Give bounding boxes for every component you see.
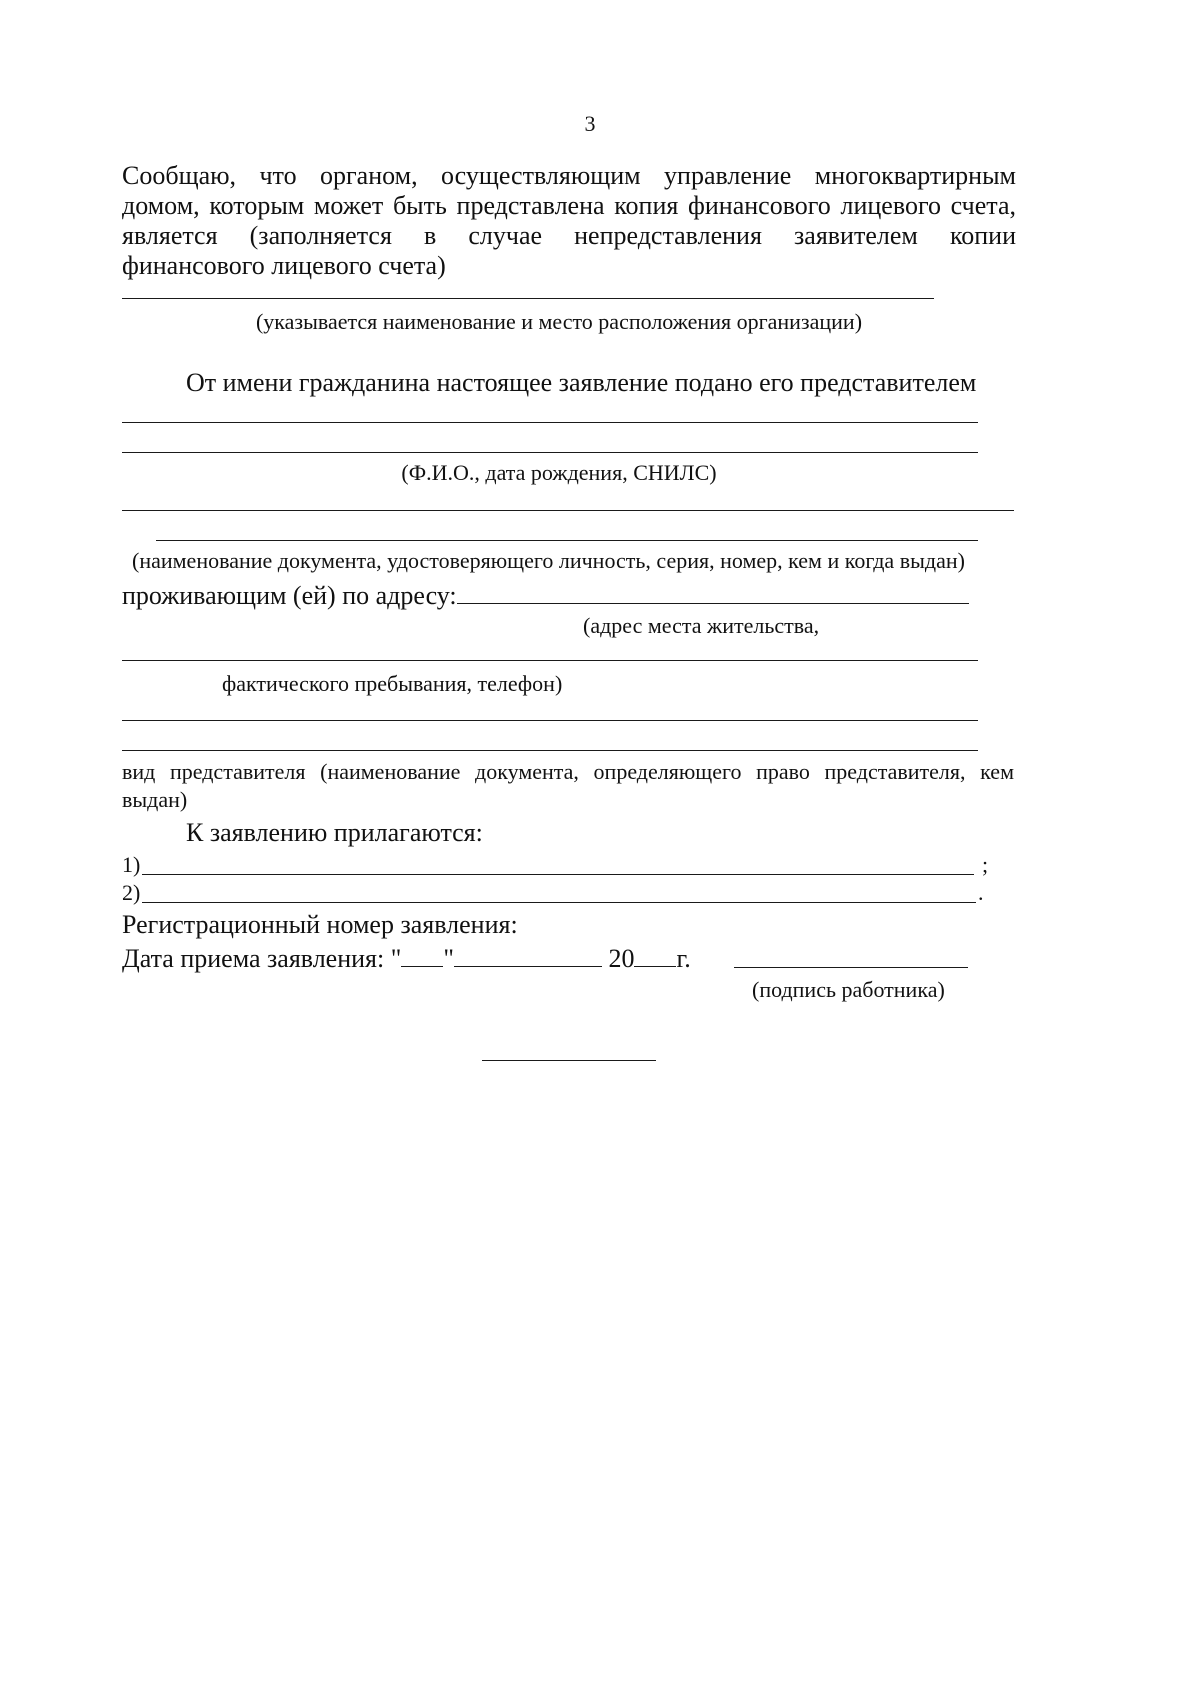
representative-name-line-2[interactable] (122, 452, 978, 453)
statement-line-2: домом, которым может быть представлена копия финансового лицевого счета, (122, 191, 1016, 220)
date-quote-open: " (390, 944, 402, 973)
attachment-terminator-2: . (978, 880, 984, 905)
page-number: 3 (584, 111, 596, 136)
address-line-2[interactable] (122, 660, 978, 661)
id-document-caption: (наименование документа, удостоверяющего личность, серия, номер, кем и когда выдан) (132, 548, 965, 573)
address-caption-stay-phone: фактического пребывания, телефон) (222, 671, 563, 696)
attachment-item-1 (122, 851, 992, 879)
representative-type-line-1[interactable] (122, 720, 978, 721)
person-caption: (Ф.И.О., дата рождения, СНИЛС) (401, 460, 717, 485)
attachment-item-2 (122, 879, 992, 907)
representative-type-caption-1: вид представителя (наименование документа, определяющего право представителя, кем (122, 759, 1014, 784)
representative-type-line-2[interactable] (122, 750, 978, 751)
employee-signature-line[interactable] (734, 967, 968, 968)
attachment-number-1: 1) (122, 852, 141, 877)
signature-caption: (подпись работника) (752, 977, 945, 1002)
registration-date-label: Дата приема заявления: (122, 944, 385, 973)
registration-number-label: Регистрационный номер заявления: (122, 910, 518, 939)
address-label: проживающим (ей) по адресу: (122, 581, 457, 610)
representative-type-caption-2: выдан) (122, 787, 188, 812)
attachment-terminator-1: ; (982, 852, 989, 877)
representative-name-line-1[interactable] (122, 422, 978, 423)
statement-line-1: Сообщаю, что органом, осуществляющим управление многоквартирным (122, 161, 1016, 190)
year-century: 20 (608, 944, 635, 973)
statement-line-3: является (заполняется в случае непредставления заявителем копии (122, 221, 1016, 250)
date-quote-close: " (443, 944, 454, 973)
organization-blank-line[interactable] (122, 298, 934, 299)
attachment-blank-line-1[interactable] (142, 874, 974, 875)
id-document-line-1[interactable] (122, 510, 1014, 511)
address-blank-line[interactable] (457, 579, 969, 604)
representative-intro: От имени гражданина настоящее заявление подано его представителем (186, 368, 977, 397)
attachments-heading: К заявлению прилагаются: (186, 818, 483, 847)
registration-date-row (122, 942, 691, 975)
statement-line-4: финансового лицевого счета) (122, 251, 446, 280)
year-blank[interactable] (634, 942, 676, 967)
year-suffix: г. (676, 944, 691, 973)
organization-caption: (указывается наименование и место расположения организации) (255, 309, 863, 334)
month-blank[interactable] (454, 942, 602, 967)
attachment-number-2: 2) (122, 880, 141, 905)
end-separator-line (482, 1060, 656, 1061)
day-blank[interactable] (401, 942, 443, 967)
attachment-blank-line-2[interactable] (142, 902, 976, 903)
id-document-line-2[interactable] (156, 540, 978, 541)
address-caption-residence: (адрес места жительства, (583, 613, 820, 638)
